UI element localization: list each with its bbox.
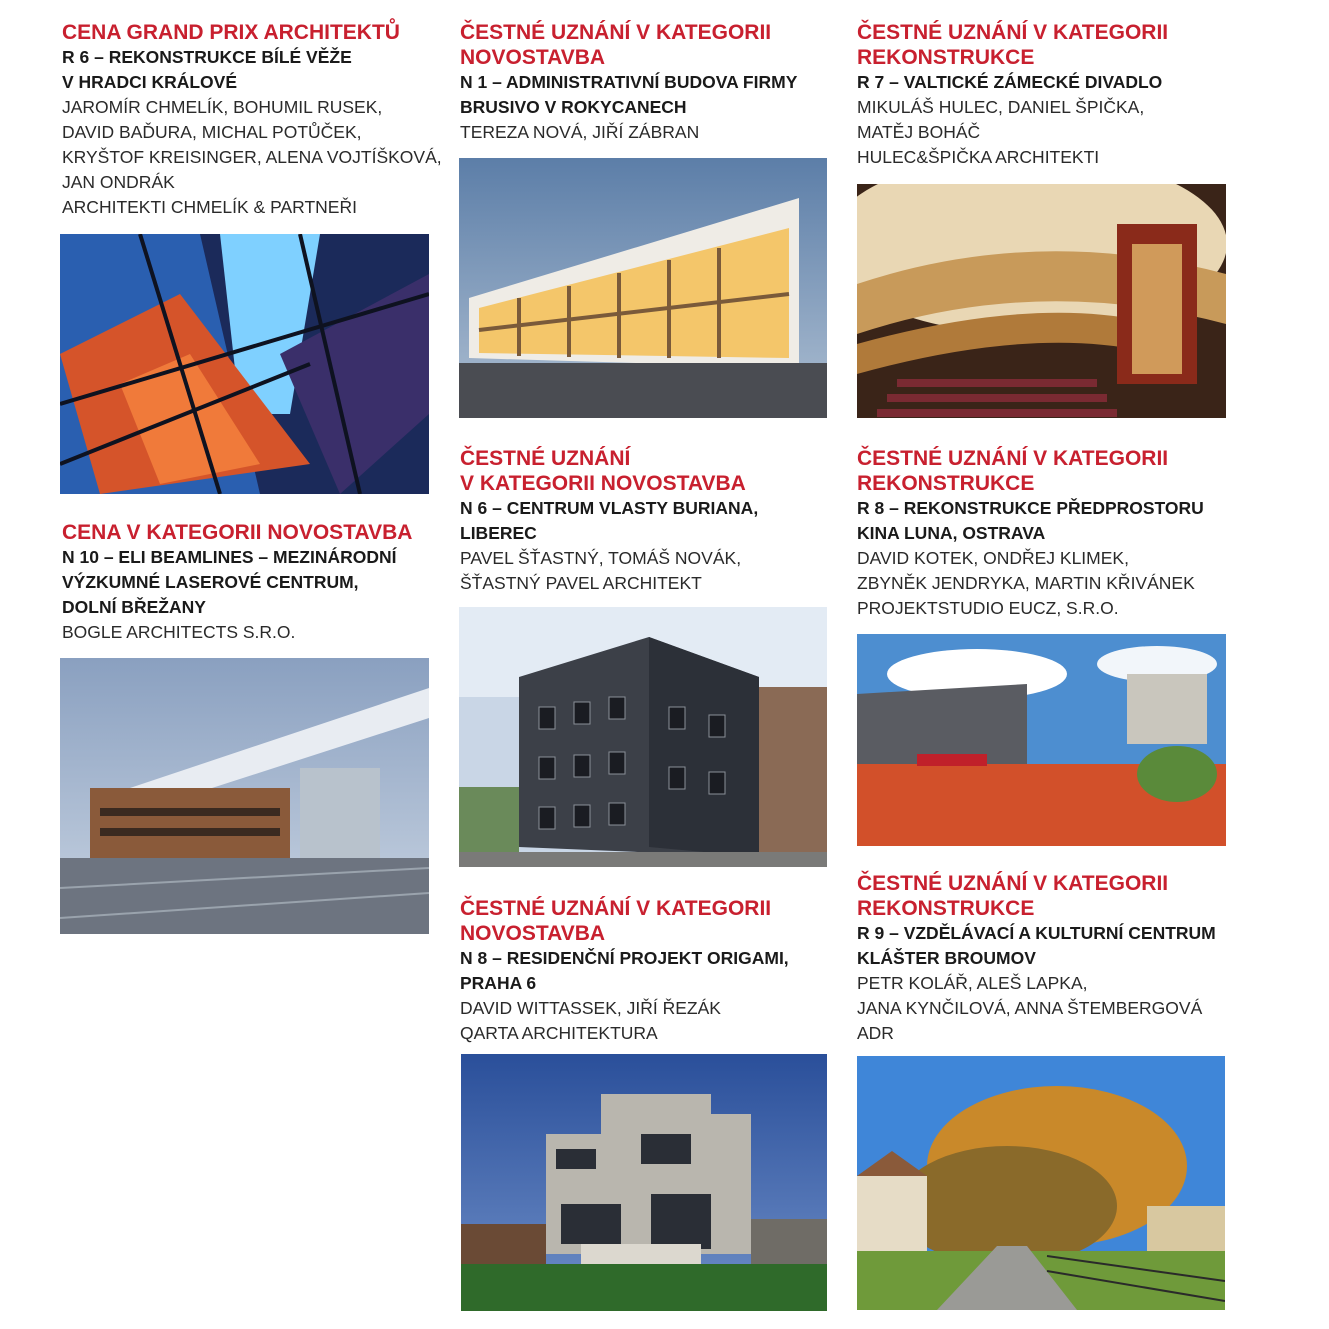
award-title: REKONSTRUKCE [857,46,1035,69]
origami-residence-photo [461,1054,827,1311]
project-title-line: KINA LUNA, OSTRAVA [857,523,1046,543]
project-title-line: LIBEREC [460,523,537,543]
award-title: ČESTNÉ UZNÁNÍ V KATEGORII [857,872,1169,895]
award-title: CENA V KATEGORII NOVOSTAVBA [62,521,413,544]
author-line: JAROMÍR CHMELÍK, BOHUMIL RUSEK, [62,97,383,117]
award-title: ČESTNÉ UZNÁNÍ V KATEGORII [857,447,1169,470]
author-line: PROJEKTSTUDIO EUCZ, S.R.O. [857,598,1119,618]
author-line: ZBYNĚK JENDRYKA, MARTIN KŘIVÁNEK [857,573,1195,593]
valtice-theatre-photo [857,184,1226,418]
author-line: ARCHITEKTI CHMELÍK & PARTNEŘI [62,197,357,217]
author-line: ŠŤASTNÝ PAVEL ARCHITEKT [460,573,702,593]
eli-beamlines-photo [60,658,429,934]
author-line: PETR KOLÁŘ, ALEŠ LAPKA, [857,973,1088,993]
award-title: NOVOSTAVBA [460,46,606,69]
author-line: MIKULÁŠ HULEC, DANIEL ŠPIČKA, [857,97,1145,117]
author-line: DAVID WITTASSEK, JIŘÍ ŘEZÁK [460,998,721,1018]
project-title-line: R 8 – REKONSTRUKCE PŘEDPROSTORU [857,498,1204,518]
white-tower-interior-photo [60,234,429,494]
author-line: QARTA ARCHITEKTURA [460,1023,658,1043]
entry-valtice [857,20,1237,170]
author-line: TEREZA NOVÁ, JIŘÍ ZÁBRAN [460,122,700,142]
award-title: ČESTNÉ UZNÁNÍ V KATEGORII [460,21,772,44]
author-line: PAVEL ŠŤASTNÝ, TOMÁŠ NOVÁK, [460,548,742,568]
project-title-line: N 6 – CENTRUM VLASTY BURIANA, [460,498,759,518]
award-title: CENA GRAND PRIX ARCHITEKTŮ [62,21,400,44]
author-line: BOGLE ARCHITECTS S.R.O. [62,622,296,642]
award-title: ČESTNÉ UZNÁNÍ [460,447,631,470]
author-line: JAN ONDRÁK [62,172,175,192]
entry-kino-luna [857,446,1237,621]
author-line: DAVID KOTEK, ONDŘEJ KLIMEK, [857,548,1129,568]
award-title: ČESTNÉ UZNÁNÍ V KATEGORII [857,21,1169,44]
entry-burian [460,446,840,596]
award-title: NOVOSTAVBA [460,922,606,945]
project-title-line: KLÁŠTER BROUMOV [857,948,1036,968]
project-title-line: R 6 – REKONSTRUKCE BÍLÉ VĚŽE [62,47,352,67]
entry-cena-novostavba [62,520,442,645]
entry-broumov [857,871,1237,1046]
burian-centre-photo [459,607,827,867]
project-title-line: V HRADCI KRÁLOVÉ [62,72,238,92]
author-line: MATĚJ BOHÁČ [857,122,981,142]
project-title-line: N 1 – ADMINISTRATIVNÍ BUDOVA FIRMY [460,72,798,92]
award-title: REKONSTRUKCE [857,897,1035,920]
project-title-line: N 10 – ELI BEAMLINES – MEZINÁRODNÍ [62,547,397,567]
project-title-line: PRAHA 6 [460,973,537,993]
entry-brusivo [460,20,840,145]
broumov-monastery-photo [857,1056,1225,1310]
kino-luna-plaza-photo [857,634,1226,846]
project-title-line: R 9 – VZDĚLÁVACÍ A KULTURNÍ CENTRUM [857,923,1216,943]
author-line: HULEC&ŠPIČKA ARCHITEKTI [857,147,1100,167]
author-line: JANA KYNČILOVÁ, ANNA ŠTEMBERGOVÁ [857,998,1203,1018]
author-line: KRYŠTOF KREISINGER, ALENA VOJTÍŠKOVÁ, [62,147,442,167]
award-title: REKONSTRUKCE [857,472,1035,495]
entry-origami [460,896,840,1046]
author-line: DAVID BAĎURA, MICHAL POTŮČEK, [62,122,362,142]
project-title-line: N 8 – RESIDENČNÍ PROJEKT ORIGAMI, [460,948,789,968]
project-title-line: BRUSIVO V ROKYCANECH [460,97,687,117]
award-title: V KATEGORII NOVOSTAVBA [460,472,746,495]
project-title-line: VÝZKUMNÉ LASEROVÉ CENTRUM, [62,572,359,592]
project-title-line: R 7 – VALTICKÉ ZÁMECKÉ DIVADLO [857,72,1163,92]
award-title: ČESTNÉ UZNÁNÍ V KATEGORII [460,897,772,920]
brusivo-office-photo [459,158,827,418]
entry-grand-prix [62,20,442,220]
project-title-line: DOLNÍ BŘEŽANY [62,597,206,617]
author-line: ADR [857,1023,894,1043]
